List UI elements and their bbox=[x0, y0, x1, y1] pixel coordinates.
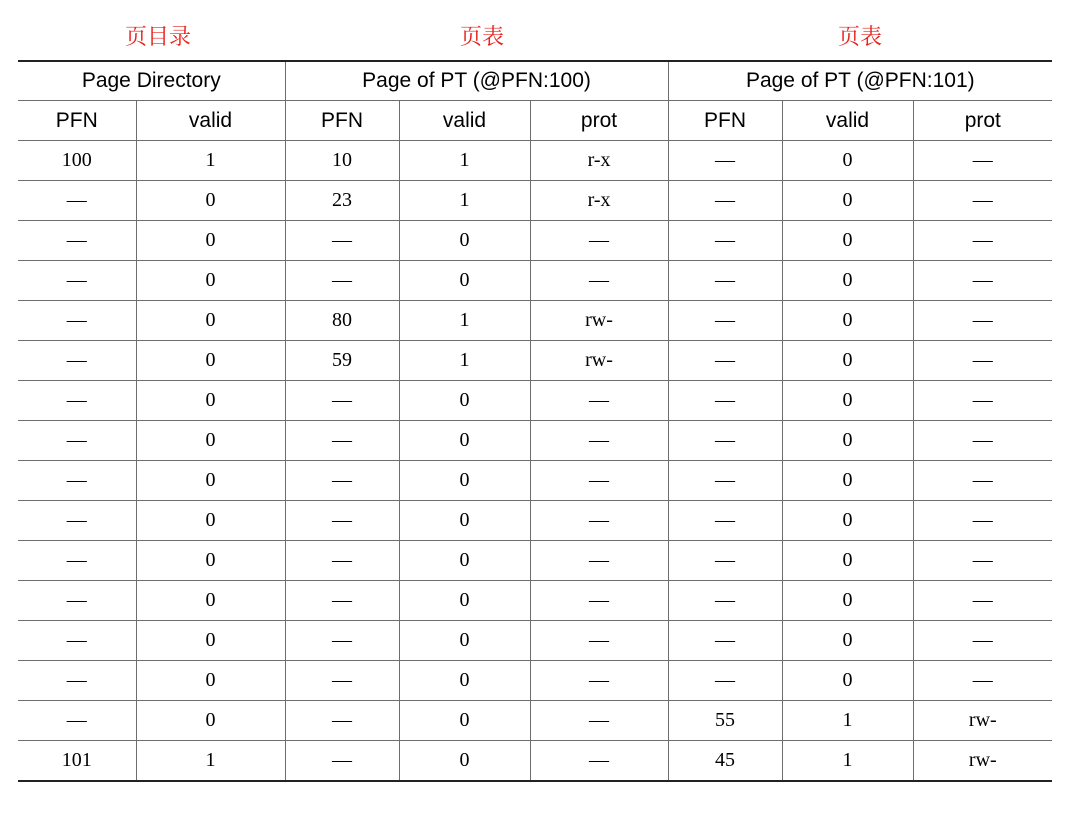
table-row bbox=[18, 661, 1052, 701]
table-cell: — bbox=[668, 341, 782, 381]
table-cell: 0 bbox=[399, 381, 530, 421]
table-cell: 1 bbox=[399, 141, 530, 181]
table-cell: 0 bbox=[399, 701, 530, 741]
table-row bbox=[18, 341, 1052, 381]
table-row bbox=[18, 381, 1052, 421]
table-cell: — bbox=[18, 181, 136, 221]
table-cell: 0 bbox=[136, 221, 285, 261]
table-cell: r-x bbox=[530, 141, 668, 181]
table-cell: 0 bbox=[782, 221, 913, 261]
table-cell: 0 bbox=[399, 261, 530, 301]
table-cell: 0 bbox=[136, 461, 285, 501]
table-cell: 0 bbox=[782, 501, 913, 541]
table-cell: — bbox=[668, 181, 782, 221]
table-cell: — bbox=[530, 741, 668, 782]
table-cell: — bbox=[913, 421, 1052, 461]
table-cell: 0 bbox=[136, 341, 285, 381]
table-cell: — bbox=[18, 381, 136, 421]
table-cell: 0 bbox=[136, 501, 285, 541]
table-row bbox=[18, 541, 1052, 581]
table-row bbox=[18, 301, 1052, 341]
table-cell: — bbox=[285, 421, 399, 461]
table-cell: — bbox=[18, 501, 136, 541]
table-cell: 0 bbox=[399, 421, 530, 461]
table-cell: — bbox=[285, 221, 399, 261]
table-cell: — bbox=[913, 301, 1052, 341]
table-cell: 0 bbox=[399, 741, 530, 782]
table-cell: — bbox=[285, 621, 399, 661]
table-cell: 1 bbox=[782, 701, 913, 741]
table-cell: 0 bbox=[399, 541, 530, 581]
table-row bbox=[18, 461, 1052, 501]
table-cell: — bbox=[285, 541, 399, 581]
group-header-pt-100: Page of PT (@PFN:100) bbox=[285, 61, 668, 101]
table-cell: 1 bbox=[136, 741, 285, 782]
table-cell: — bbox=[913, 541, 1052, 581]
group-header-pt-101: Page of PT (@PFN:101) bbox=[668, 61, 1052, 101]
column-header: valid bbox=[399, 101, 530, 141]
table-cell: rw- bbox=[913, 741, 1052, 782]
table-cell: — bbox=[668, 301, 782, 341]
table-cell: — bbox=[668, 141, 782, 181]
table-cell: — bbox=[913, 621, 1052, 661]
table-cell: 0 bbox=[782, 181, 913, 221]
table-cell: — bbox=[668, 221, 782, 261]
table-cell: 0 bbox=[782, 581, 913, 621]
table-cell: 100 bbox=[18, 141, 136, 181]
table-cell: 0 bbox=[399, 621, 530, 661]
table-cell: — bbox=[285, 701, 399, 741]
table-cell: 0 bbox=[782, 341, 913, 381]
table-cell: — bbox=[530, 261, 668, 301]
table-cell: 0 bbox=[399, 581, 530, 621]
column-header: PFN bbox=[18, 101, 136, 141]
column-header: prot bbox=[913, 101, 1052, 141]
table-cell: 1 bbox=[399, 341, 530, 381]
table-cell: r-x bbox=[530, 181, 668, 221]
table-cell: 0 bbox=[136, 381, 285, 421]
table-cell: 0 bbox=[782, 381, 913, 421]
table-cell: — bbox=[530, 381, 668, 421]
table-cell: — bbox=[530, 581, 668, 621]
caption-page-table-1: 页表 bbox=[459, 25, 504, 50]
caption-page-directory: 页目录 bbox=[124, 25, 191, 50]
table-cell: 0 bbox=[136, 621, 285, 661]
table-cell: — bbox=[285, 381, 399, 421]
table-cell: — bbox=[530, 421, 668, 461]
table-row bbox=[18, 741, 1052, 782]
table-cell: — bbox=[913, 461, 1052, 501]
table-cell: — bbox=[668, 661, 782, 701]
table-cell: 0 bbox=[136, 181, 285, 221]
table-cell: rw- bbox=[530, 301, 668, 341]
table-cell: 59 bbox=[285, 341, 399, 381]
table-cell: — bbox=[530, 221, 668, 261]
table-cell: 1 bbox=[399, 301, 530, 341]
table-cell: 0 bbox=[136, 421, 285, 461]
page-table bbox=[18, 60, 1052, 782]
table-cell: — bbox=[668, 261, 782, 301]
table-cell: — bbox=[285, 261, 399, 301]
table-cell: — bbox=[913, 661, 1052, 701]
table-cell: — bbox=[913, 581, 1052, 621]
table-cell: 0 bbox=[136, 661, 285, 701]
table-cell: — bbox=[18, 341, 136, 381]
table-cell: 0 bbox=[399, 221, 530, 261]
table-cell: 0 bbox=[782, 141, 913, 181]
table-cell: — bbox=[18, 541, 136, 581]
table-cell: 1 bbox=[136, 141, 285, 181]
table-cell: — bbox=[18, 221, 136, 261]
table-cell: 0 bbox=[399, 501, 530, 541]
table-cell: — bbox=[913, 501, 1052, 541]
table-captions bbox=[0, 18, 1075, 58]
table-cell: 0 bbox=[136, 541, 285, 581]
table-cell: — bbox=[18, 621, 136, 661]
table-cell: 0 bbox=[782, 301, 913, 341]
column-header: prot bbox=[530, 101, 668, 141]
table-cell: — bbox=[18, 261, 136, 301]
table-row bbox=[18, 261, 1052, 301]
table-cell: 55 bbox=[668, 701, 782, 741]
table-cell: — bbox=[668, 501, 782, 541]
table-cell: — bbox=[913, 261, 1052, 301]
table-cell: — bbox=[530, 461, 668, 501]
table-cell: 0 bbox=[782, 661, 913, 701]
table-cell: — bbox=[18, 661, 136, 701]
table-cell: 0 bbox=[782, 621, 913, 661]
table-cell: 1 bbox=[782, 741, 913, 782]
column-header: valid bbox=[136, 101, 285, 141]
table-cell: — bbox=[285, 501, 399, 541]
column-header-row bbox=[18, 101, 1052, 141]
table-cell: — bbox=[913, 141, 1052, 181]
table-cell: 0 bbox=[136, 261, 285, 301]
table-cell: 0 bbox=[782, 261, 913, 301]
table-cell: — bbox=[285, 741, 399, 782]
table-cell: — bbox=[18, 461, 136, 501]
table-row bbox=[18, 141, 1052, 181]
table-cell: 80 bbox=[285, 301, 399, 341]
table-cell: — bbox=[530, 701, 668, 741]
table-cell: — bbox=[285, 661, 399, 701]
table-cell: 0 bbox=[782, 541, 913, 581]
column-header: valid bbox=[782, 101, 913, 141]
table-cell: — bbox=[18, 421, 136, 461]
table-cell: — bbox=[18, 701, 136, 741]
table-cell: rw- bbox=[913, 701, 1052, 741]
table-cell: — bbox=[18, 581, 136, 621]
table-cell: 0 bbox=[782, 421, 913, 461]
table-row bbox=[18, 501, 1052, 541]
column-header: PFN bbox=[285, 101, 399, 141]
table-cell: — bbox=[913, 341, 1052, 381]
table-cell: 0 bbox=[136, 301, 285, 341]
table-cell: — bbox=[668, 381, 782, 421]
table-cell: — bbox=[530, 501, 668, 541]
table-row bbox=[18, 181, 1052, 221]
table-cell: — bbox=[913, 221, 1052, 261]
table-cell: 23 bbox=[285, 181, 399, 221]
table-row bbox=[18, 221, 1052, 261]
table-cell: 0 bbox=[399, 661, 530, 701]
table-cell: 10 bbox=[285, 141, 399, 181]
group-header-page-directory: Page Directory bbox=[18, 61, 285, 101]
caption-page-table-2: 页表 bbox=[837, 25, 882, 50]
table-cell: — bbox=[530, 541, 668, 581]
table-cell: 0 bbox=[399, 461, 530, 501]
table-cell: — bbox=[913, 181, 1052, 221]
group-header-row bbox=[18, 61, 1052, 101]
table-cell: 101 bbox=[18, 741, 136, 782]
table-cell: — bbox=[285, 581, 399, 621]
table-cell: — bbox=[530, 621, 668, 661]
table-cell: — bbox=[668, 541, 782, 581]
table-row bbox=[18, 621, 1052, 661]
table-cell: — bbox=[285, 461, 399, 501]
table-cell: 45 bbox=[668, 741, 782, 782]
table-row bbox=[18, 421, 1052, 461]
table-row bbox=[18, 581, 1052, 621]
table-cell: 0 bbox=[136, 701, 285, 741]
table-cell: — bbox=[913, 381, 1052, 421]
column-header: PFN bbox=[668, 101, 782, 141]
table-cell: — bbox=[18, 301, 136, 341]
table-body bbox=[18, 141, 1052, 782]
table-cell: — bbox=[668, 621, 782, 661]
table-cell: — bbox=[668, 461, 782, 501]
table-cell: — bbox=[668, 421, 782, 461]
table-cell: — bbox=[530, 661, 668, 701]
table-cell: 0 bbox=[136, 581, 285, 621]
table-row bbox=[18, 701, 1052, 741]
table-cell: 1 bbox=[399, 181, 530, 221]
table-cell: — bbox=[668, 581, 782, 621]
table-cell: rw- bbox=[530, 341, 668, 381]
table-cell: 0 bbox=[782, 461, 913, 501]
